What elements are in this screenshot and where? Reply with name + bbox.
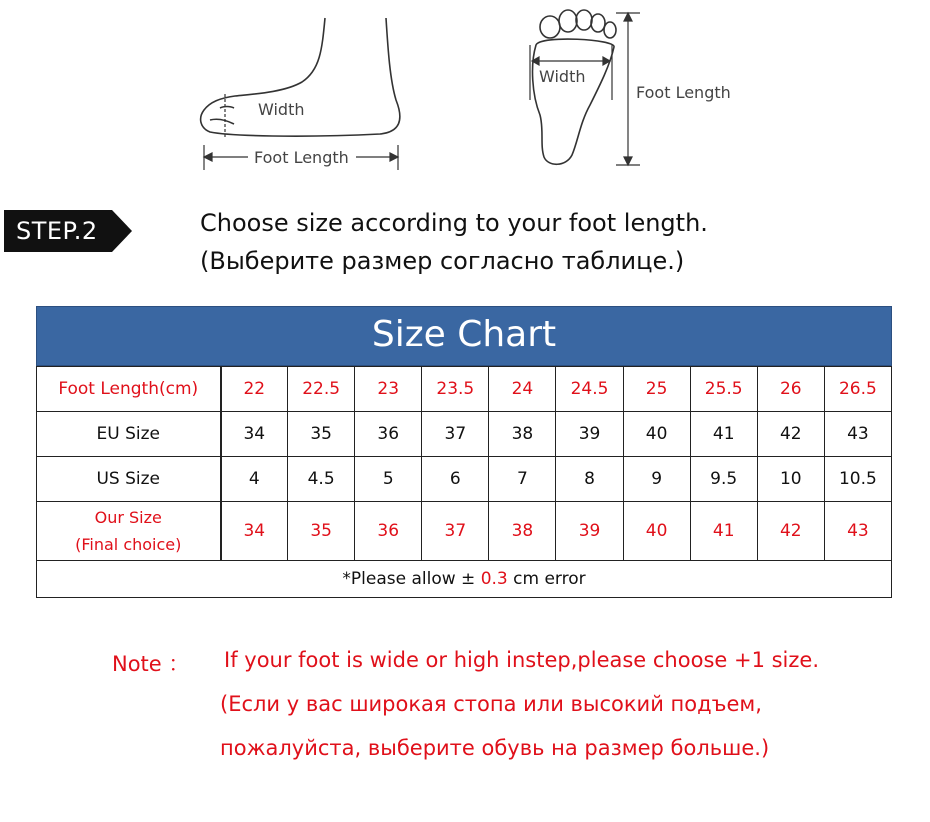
footnote-prefix: *Please allow ± [342,569,481,589]
table-cell: 39 [556,502,623,561]
note-line-ru-1: (Если у вас широкая стопа или высокий подъем, [220,692,762,716]
table-cell: 10 [757,457,824,502]
footnote-cell [37,561,892,598]
table-cell: 23 [355,367,422,412]
table-cell: 22 [221,367,288,412]
table-cell: 42 [757,502,824,561]
size-chart [36,306,892,598]
size-table [36,366,892,598]
instruction-line-ru: (Выберите размер согласно таблице.) [200,247,685,275]
side-foot-diagram [190,10,410,180]
table-cell: 23.5 [422,367,489,412]
table-cell: 4 [221,457,288,502]
table-cell: 25.5 [690,367,757,412]
table-cell: 6 [422,457,489,502]
table-row-footnote [37,561,892,598]
table-cell: 41 [690,502,757,561]
table-cell: 41 [690,412,757,457]
table-cell: 37 [422,502,489,561]
sole-length-label: Foot Length [636,83,731,102]
table-row-us-size [37,457,892,502]
table-row-foot-length [37,367,892,412]
table-cell: 38 [489,502,556,561]
table-cell: 26.5 [824,367,891,412]
note-label: Note ： [112,652,190,676]
table-row-our-size [37,502,892,561]
sole-width-label: Width [539,67,586,86]
table-cell: 38 [489,412,556,457]
sole-foot-diagram [520,5,760,175]
table-cell: 24 [489,367,556,412]
note-line-ru-2: пожалуйста, выберите обувь на размер больше.) [220,736,770,760]
row-label-our-size [37,502,221,561]
table-cell: 7 [489,457,556,502]
footnote-suffix: cm error [507,569,586,589]
table-cell: 43 [824,502,891,561]
table-cell: 25 [623,367,690,412]
table-cell: 9.5 [690,457,757,502]
table-cell: 35 [288,502,355,561]
table-cell: 39 [556,412,623,457]
chart-title: Size Chart [36,306,892,366]
table-cell: 43 [824,412,891,457]
step-instructions [200,204,708,280]
table-cell: 35 [288,412,355,457]
table-cell: 37 [422,412,489,457]
table-cell: 40 [623,502,690,561]
table-cell: 4.5 [288,457,355,502]
note-line-en: If your foot is wide or high instep,please choose +1 size. [224,648,820,672]
table-cell: 36 [355,502,422,561]
step-badge [4,210,132,252]
step-badge-label: STEP.2 [16,217,98,245]
table-cell: 9 [623,457,690,502]
table-cell: 34 [221,412,288,457]
footnote-value: 0.3 [480,569,508,589]
row-label: Foot Length(cm) [37,367,221,412]
table-cell: 26 [757,367,824,412]
our-size-label: Our Size [94,508,162,527]
table-cell: 34 [221,502,288,561]
row-label: EU Size [37,412,221,457]
table-cell: 8 [556,457,623,502]
table-cell: 22.5 [288,367,355,412]
table-cell: 10.5 [824,457,891,502]
instruction-line-en: Choose size according to your foot length. [200,209,708,237]
table-cell: 40 [623,412,690,457]
side-length-label: Foot Length [254,148,349,167]
row-label: US Size [37,457,221,502]
final-choice-label: (Final choice) [75,535,182,554]
table-cell: 24.5 [556,367,623,412]
table-row-eu-size [37,412,892,457]
table-cell: 42 [757,412,824,457]
table-cell: 36 [355,412,422,457]
side-width-label: Width [258,100,305,119]
table-cell: 5 [355,457,422,502]
